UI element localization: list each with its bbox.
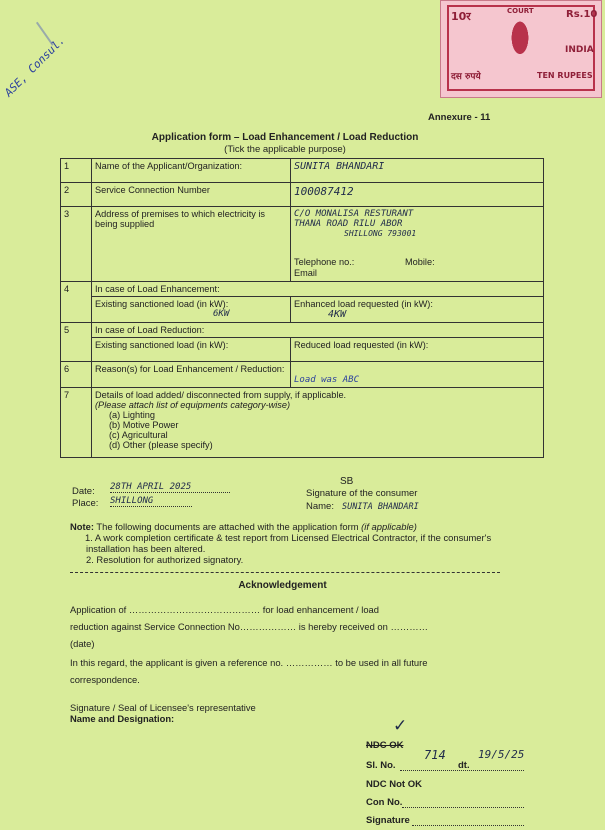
- row-number: 5: [61, 323, 92, 362]
- designation-label: Name and Designation:: [70, 713, 175, 724]
- load-details-label: Details of load added/ disconnected from supply, if applicable.: [95, 390, 347, 400]
- signature-line: [412, 825, 524, 826]
- stamp-hindi-value: दस रुपये: [451, 72, 481, 82]
- telephone-label: Telephone no.:: [294, 257, 355, 267]
- stamp-court: COURT: [507, 7, 534, 15]
- address-field[interactable]: [291, 207, 544, 282]
- note-item-2: 2. Resolution for authorized signatory.: [86, 554, 244, 565]
- note-text: The following documents are attached with the application form: [96, 521, 359, 532]
- place-label: Place:: [72, 498, 99, 509]
- applicant-name-label: Name of the Applicant/Organization:: [92, 159, 291, 183]
- ashoka-emblem-icon: [507, 21, 533, 63]
- slno-value: 714: [424, 748, 446, 762]
- note-prefix: Note:: [70, 521, 94, 532]
- table-row: [61, 183, 544, 207]
- sb-initials: SB: [340, 476, 354, 487]
- slno-label: Sl. No.: [366, 760, 396, 771]
- dt-value: 19/5/25: [478, 748, 525, 761]
- tick-mark: ✓: [393, 716, 408, 735]
- ack-line-1: Application of …………………………………… for load enhancement / load: [70, 604, 379, 615]
- table-row: [61, 207, 544, 282]
- stamp-value-right: Rs.10: [566, 9, 598, 20]
- ack-line-2: reduction against Service Connection No……………… is hereby received on …………: [70, 621, 428, 632]
- row-number: 2: [61, 183, 92, 207]
- application-table: [60, 158, 544, 458]
- ack-line-5: correspondence.: [70, 674, 140, 685]
- stamp-india: INDIA: [565, 45, 594, 55]
- consumer-name-label: Name:: [306, 501, 334, 512]
- con-no-line: [402, 807, 524, 808]
- table-row: [61, 297, 544, 323]
- place-value: SHILLONG: [110, 496, 192, 507]
- existing-load-label: Existing sanctioned load (in kW):: [95, 299, 229, 309]
- enhanced-load-value: 4KW: [328, 309, 347, 320]
- load-enhancement-label: In case of Load Enhancement:: [92, 282, 544, 297]
- ack-heading: Acknowledgement: [238, 580, 327, 591]
- service-connection-field[interactable]: [291, 183, 544, 207]
- con-no-label: Con No.: [366, 797, 403, 808]
- divider: [70, 572, 500, 573]
- annexure-label: Annexure - 11: [428, 112, 491, 123]
- reduced-load-cell[interactable]: [291, 338, 544, 362]
- margin-note: ASE, Consul.: [2, 33, 68, 100]
- table-row: [61, 362, 544, 388]
- table-row: [61, 159, 544, 183]
- applicant-name-value: SUNITA BHANDARI: [294, 161, 385, 172]
- ndc-ok-label: NDC OK: [366, 740, 404, 751]
- note-text-italic: (if applicable): [361, 521, 417, 532]
- address-label: Address of premises to which electricity is being supplied: [92, 207, 291, 282]
- load-reduction-label: In case of Load Reduction:: [92, 323, 544, 338]
- table-row: [61, 323, 544, 338]
- row-number: 3: [61, 207, 92, 282]
- reason-label: Reason(s) for Load Enhancement / Reduction:: [92, 362, 291, 388]
- mobile-label: Mobile:: [405, 257, 435, 267]
- category-lighting: (a) Lighting: [109, 410, 155, 420]
- ack-line-3: (date): [70, 638, 95, 649]
- row-number: 7: [61, 388, 92, 458]
- reason-value: Load was ABC: [294, 375, 360, 385]
- stamp-value-left: 10र: [451, 10, 471, 23]
- stamp-english-value: TEN RUPEES: [537, 71, 593, 80]
- date-label: Date:: [72, 486, 95, 497]
- existing-load-reduction-label: Existing sanctioned load (in kW):: [95, 340, 229, 350]
- table-row: [61, 338, 544, 362]
- consumer-name-value: SUNITA BHANDARI: [342, 502, 419, 512]
- signature-label: Signature: [366, 815, 410, 826]
- applicant-name-field[interactable]: [291, 159, 544, 183]
- date-value: 28TH APRIL 2025: [110, 482, 230, 493]
- note-item-1: 1. A work completion certificate & test report from Licensed Electrical Contractor, if the consumer's installation has been altered.: [85, 532, 492, 554]
- existing-load-reduction-cell[interactable]: [92, 338, 291, 362]
- enhanced-load-label: Enhanced load requested (in kW):: [294, 299, 433, 309]
- ndc-not-ok-label: NDC Not OK: [366, 779, 422, 790]
- row-number: 6: [61, 362, 92, 388]
- category-motive-power: (b) Motive Power: [109, 420, 179, 430]
- email-label: Email: [294, 268, 317, 278]
- category-agricultural: (c) Agricultural: [109, 430, 168, 440]
- address-line-1: C/O MONALISA RESTURANT: [294, 209, 414, 219]
- table-row: [61, 282, 544, 297]
- licensee-signature-label: Signature / Seal of Licensee's representative: [70, 702, 256, 713]
- note-block: [70, 521, 510, 565]
- ack-line-4: In this regard, the applicant is given a reference no. …………… to be used in all future: [70, 657, 428, 668]
- address-line-2: THANA ROAD RILU ABOR: [294, 219, 403, 229]
- enhanced-load-cell[interactable]: [291, 297, 544, 323]
- row-number: 1: [61, 159, 92, 183]
- form-subtitle: (Tick the applicable purpose): [224, 144, 346, 155]
- load-details-cell[interactable]: [92, 388, 544, 458]
- dt-label: dt.: [458, 760, 470, 771]
- reason-field[interactable]: [291, 362, 544, 388]
- row-number: 4: [61, 282, 92, 323]
- reduced-load-label: Reduced load requested (in kW):: [294, 340, 429, 350]
- service-connection-label: Service Connection Number: [92, 183, 291, 207]
- existing-load-cell[interactable]: [92, 297, 291, 323]
- table-row: [61, 388, 544, 458]
- form-title: Application form – Load Enhancement / Load Reduction: [151, 132, 419, 143]
- service-connection-value: 100087412: [294, 185, 354, 198]
- court-fee-stamp: [440, 0, 602, 98]
- category-other: (d) Other (please specify): [109, 440, 213, 450]
- load-details-note: (Please attach list of equipments category-wise): [95, 400, 291, 410]
- address-line-3: SHILLONG 793001: [344, 229, 417, 238]
- existing-load-value: 6KW: [213, 309, 230, 319]
- consumer-signature-label: Signature of the consumer: [306, 488, 418, 499]
